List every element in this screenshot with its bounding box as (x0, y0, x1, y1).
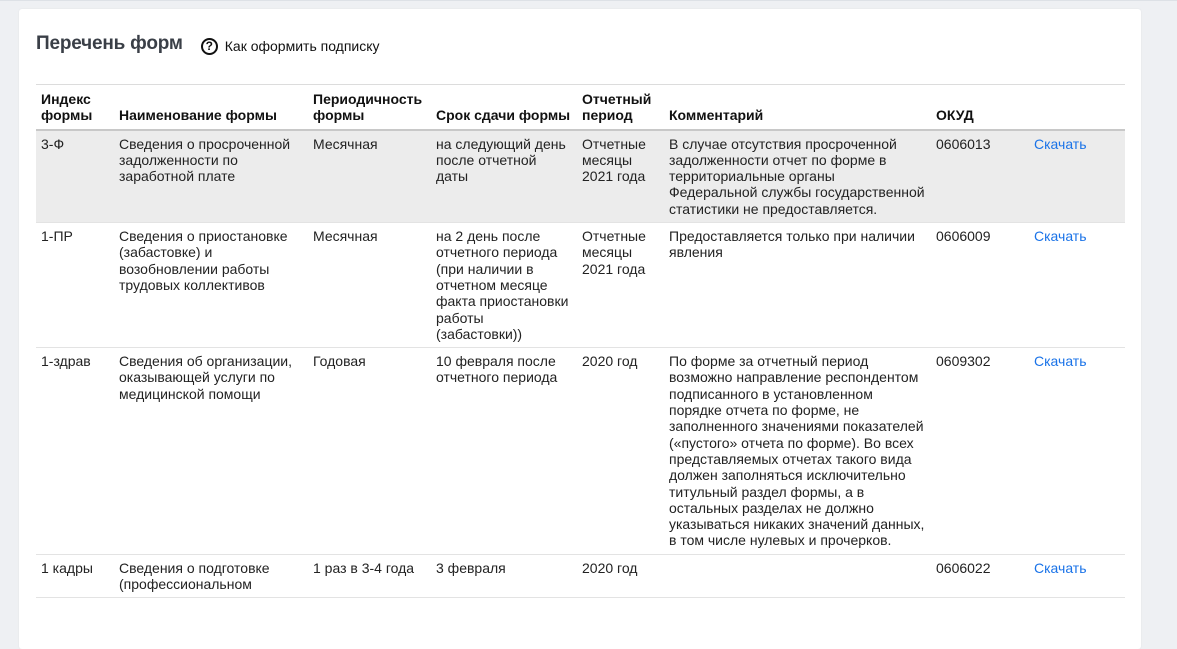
col-header-name: Наименование формы (114, 85, 308, 130)
cell-comment: По форме за отчетный период возможно направление респондентом подписанного в установленном порядке отчета по форме, не заполненного значениями показателей («пустого» отчета по форме). Во всех представляемых отчетах такого вида должен заполняться исключительно титульный раздел формы, а в остальных разделах не должно указываться никаких значений данных, в том числе нулевых и прочерков. (664, 348, 931, 555)
table-row (36, 348, 1125, 555)
cell-okud: 0606022 (931, 554, 1029, 598)
cell-periodicity: Годовая (308, 348, 431, 555)
cell-okud: 0606013 (931, 130, 1029, 223)
cell-action (1029, 348, 1125, 555)
cell-action (1029, 130, 1125, 223)
cell-name: Сведения о просроченной задолженности по заработной плате (114, 130, 308, 223)
cell-due: на 2 день после отчетного периода (при наличии в отчетном месяце факта приостановки работы (забастовки)) (431, 223, 577, 348)
cell-periodicity: Месячная (308, 130, 431, 223)
table-header-row (36, 85, 1125, 130)
question-circle-icon: ? (201, 38, 218, 55)
cell-report-period: 2020 год (577, 348, 664, 555)
forms-card (19, 9, 1141, 649)
download-link[interactable]: Скачать (1034, 135, 1087, 152)
table-row (36, 223, 1125, 348)
cell-index: 1-ПР (36, 223, 114, 348)
cell-index: 3-Ф (36, 130, 114, 223)
cell-due: 10 февраля после отчетного периода (431, 348, 577, 555)
cell-comment: В случае отсутствия просроченной задолженности отчет по форме в территориальные органы Федеральной службы государственной статистики не предоставляется. (664, 130, 931, 223)
cell-name: Сведения об организации, оказывающей услуги по медицинской помощи (114, 348, 308, 555)
cell-comment: Предоставляется только при наличии явления (664, 223, 931, 348)
forms-table (36, 84, 1125, 598)
cell-index: 1 кадры (36, 554, 114, 598)
cell-report-period: Отчетные месяцы 2021 года (577, 130, 664, 223)
cell-action (1029, 223, 1125, 348)
cell-action (1029, 554, 1125, 598)
cell-report-period: 2020 год (577, 554, 664, 598)
cell-name: Сведения о подготовке (профессиональном (114, 554, 308, 598)
col-header-due: Срок сдачи формы (431, 85, 577, 130)
download-link[interactable]: Скачать (1034, 559, 1087, 576)
col-header-report-period: Отчетный период (577, 85, 664, 130)
page-title: Перечень форм (36, 33, 183, 54)
cell-due: на следующий день после отчетной даты (431, 130, 577, 223)
cell-index: 1-здрав (36, 348, 114, 555)
download-link[interactable]: Скачать (1034, 353, 1087, 370)
cell-report-period: Отчетные месяцы 2021 года (577, 223, 664, 348)
cell-due: 3 февраля (431, 554, 577, 598)
col-header-okud: ОКУД (931, 85, 1029, 130)
col-header-index: Индекс формы (36, 85, 114, 130)
cell-comment (664, 554, 931, 598)
cell-okud: 0606009 (931, 223, 1029, 348)
table-row (36, 554, 1125, 598)
card-header (36, 33, 380, 55)
subscription-help-link[interactable] (201, 38, 380, 55)
col-header-action (1029, 85, 1125, 130)
top-divider (0, 0, 1177, 1)
table-row (36, 130, 1125, 223)
subscription-help-label: Как оформить подписку (224, 38, 380, 54)
cell-name: Сведения о приостановке (забастовке) и возобновлении работы трудовых коллективов (114, 223, 308, 348)
cell-periodicity: 1 раз в 3-4 года (308, 554, 431, 598)
col-header-comment: Комментарий (664, 85, 931, 130)
cell-periodicity: Месячная (308, 223, 431, 348)
cell-okud: 0609302 (931, 348, 1029, 555)
col-header-periodicity: Периодичность формы (308, 85, 431, 130)
download-link[interactable]: Скачать (1034, 228, 1087, 245)
